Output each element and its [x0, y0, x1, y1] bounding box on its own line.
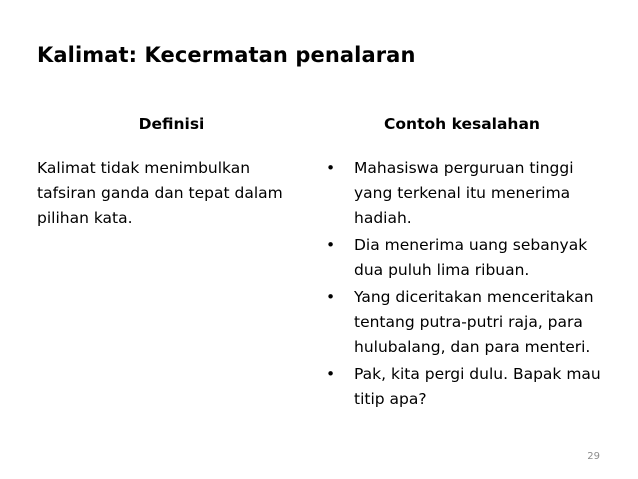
example-item	[326, 156, 606, 231]
page-number: 29	[587, 451, 600, 462]
bullet-icon: •	[326, 288, 336, 306]
examples-heading: Contoh kesalahan	[384, 115, 540, 133]
bullet-icon: •	[326, 365, 336, 383]
example-item	[326, 233, 606, 283]
example-text: Yang diceritakan menceritakan tentang putra-putri raja, para hulubalang, dan para menteri.	[354, 288, 594, 356]
example-item	[326, 362, 606, 412]
definition-text: Kalimat tidak menimbulkan tafsiran ganda dan tepat dalam pilihan kata.	[37, 159, 283, 227]
example-text: Mahasiswa perguruan tinggi yang terkenal itu menerima hadiah.	[354, 159, 574, 227]
bullet-icon: •	[326, 159, 336, 177]
example-text: Dia menerima uang sebanyak dua puluh lima ribuan.	[354, 236, 588, 279]
definition-heading: Definisi	[138, 115, 205, 133]
example-list	[326, 156, 606, 414]
bullet-icon: •	[326, 236, 336, 254]
slide-title: Kalimat: Kecermatan penalaran	[37, 43, 416, 67]
example-text: Pak, kita pergi dulu. Bapak mau titip apa?	[354, 365, 601, 408]
example-item	[326, 285, 606, 360]
